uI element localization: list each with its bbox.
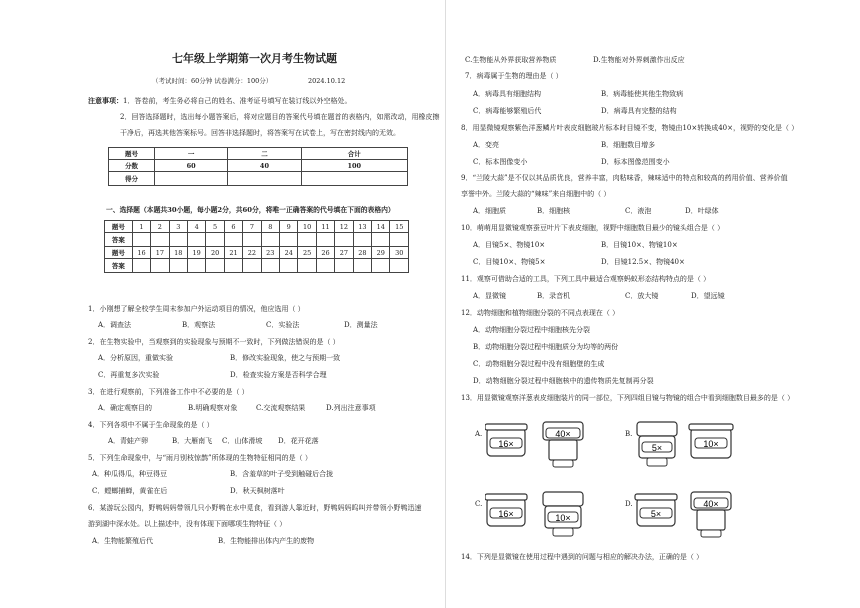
question-2: 2．在生物实验中，当观察到的实验现象与预期不一致时，下列做法错误的是（ ）	[88, 338, 340, 346]
answer-number-cell: 1	[132, 221, 150, 233]
answer-number-cell: 29	[372, 247, 390, 259]
answer-number-cell: 28	[353, 247, 371, 259]
eyepiece-icon	[485, 424, 527, 456]
lens-mag-label: 40×	[703, 499, 719, 509]
lens-group-c	[485, 490, 595, 542]
option: A．生物能繁殖后代	[92, 537, 154, 545]
answer-blank-cell	[169, 259, 187, 273]
answer-blank-cell	[390, 259, 409, 273]
option: B．动物细胞分裂过程中细胞质分为均等的两份	[473, 343, 619, 351]
option: C.交流观察结果	[256, 404, 306, 412]
answer-number-cell: 5	[206, 221, 224, 233]
notes-line-1	[88, 96, 351, 106]
option: A．病毒具有细胞结构	[473, 90, 542, 98]
answer-blank-cell	[335, 259, 353, 273]
exam-title: 七年级上学期第一次月考生物试题	[172, 52, 337, 65]
lens-group-a	[485, 420, 595, 472]
objective-icon	[543, 422, 583, 467]
answer-blank-cell	[243, 259, 261, 273]
answer-blank-cell	[224, 259, 242, 273]
option: B．细胞核	[537, 207, 571, 215]
option: A．细胞质	[473, 207, 507, 215]
lens-mag-label: 5×	[651, 443, 663, 453]
answer-blank-cell	[261, 259, 279, 273]
option: D．目镜12.5×、物镜40×	[601, 258, 685, 266]
option: B．录音机	[537, 292, 571, 300]
score-header-cell: 合计	[301, 148, 407, 160]
option: A．变亮	[473, 141, 500, 149]
eyepiece-icon	[689, 424, 733, 458]
lens-mag-label: 16×	[498, 509, 514, 519]
answer-number-cell: 19	[187, 247, 205, 259]
answer-blank-cell	[206, 233, 224, 247]
answer-number-cell: 3	[169, 221, 187, 233]
answer-number-cell: 23	[261, 247, 279, 259]
option: B．目镜10×、物镜10×	[601, 241, 678, 249]
answer-table-label: 答案	[105, 259, 133, 273]
answer-number-cell: 4	[187, 221, 205, 233]
answer-number-cell: 15	[390, 221, 409, 233]
answer-number-cell: 26	[316, 247, 334, 259]
lens-mag-label: 5×	[650, 509, 662, 519]
option: D．标本图像范围变小	[601, 158, 670, 166]
answer-blank-cell	[298, 259, 316, 273]
option: B．生物能排出体内产生的废物	[218, 537, 315, 545]
option: A．目镜5×、物镜10×	[473, 241, 546, 249]
answer-blank-cell	[353, 233, 371, 247]
lens-mag-label: 10×	[555, 513, 571, 523]
answer-blank-cell	[316, 259, 334, 273]
answer-blank-cell	[353, 259, 371, 273]
question-6-cont: 游到湖中深水处。以上描述中，没有体现下面哪项生物特征（ ）	[88, 520, 287, 528]
answer-number-cell: 16	[132, 247, 150, 259]
score-cell: 60	[155, 160, 228, 172]
option: D．病毒具有完整的结构	[601, 107, 677, 115]
option: D．检查实验方案是否科学合理	[230, 371, 327, 379]
notes-text-1: 1．答卷前，考生务必将自己的姓名、准考证号填写在装订线以外空格处。	[123, 97, 352, 105]
answer-blank-cell	[151, 233, 169, 247]
answer-blank-cell	[372, 259, 390, 273]
eyepiece-icon	[635, 494, 677, 526]
answer-number-cell: 10	[298, 221, 316, 233]
answer-number-cell: 17	[151, 247, 169, 259]
answer-blank-cell	[206, 259, 224, 273]
option: C．动物细胞分裂过程中没有细胞壁的生成	[473, 360, 605, 368]
option: C．病毒能够繁殖后代	[473, 107, 542, 115]
question-14: 14．下列是显微镜在使用过程中遇到的问题与相应的解决办法，正确的是（ ）	[461, 553, 704, 561]
notes-line-2: 2．回答选择题时，选出每小题答案后，将对应题目的答案代号填在题首的表格内，如需改动，用橡皮擦	[120, 113, 440, 121]
notes-line-3: 干净后，再选其他答案标号。回答非选择题时，将答案写在试卷上，写在密封线内的无效。	[120, 129, 400, 137]
option: B．病毒能使其他生物致病	[601, 90, 684, 98]
answer-num-row	[105, 221, 409, 233]
lens-group-d	[633, 490, 743, 542]
answer-ans-row	[105, 233, 409, 247]
answer-blank-cell	[390, 233, 409, 247]
answer-blank-cell	[151, 259, 169, 273]
objective-icon	[691, 492, 731, 537]
answer-number-cell: 14	[372, 221, 390, 233]
answer-blank-cell	[261, 233, 279, 247]
option: D.生物能对外界刺激作出反应	[593, 56, 685, 64]
score-input-cell	[301, 172, 407, 186]
question-7: 7．病毒属于生物的理由是（ ）	[465, 72, 563, 80]
option: B．细胞数目增多	[601, 141, 656, 149]
answer-blank-cell	[224, 233, 242, 247]
answer-blank-cell	[298, 233, 316, 247]
answer-number-cell: 8	[261, 221, 279, 233]
score-cell: 40	[228, 160, 301, 172]
answer-number-cell: 7	[243, 221, 261, 233]
lens-group-b	[633, 420, 743, 472]
answer-table-label: 答案	[105, 233, 133, 247]
option: B．观察法	[182, 321, 216, 329]
score-input-cell	[155, 172, 228, 186]
answer-number-cell: 25	[298, 247, 316, 259]
option: A．分析原因，重做实验	[98, 354, 174, 362]
answer-number-cell: 6	[224, 221, 242, 233]
option: D．花开花落	[278, 437, 319, 445]
option: C.生物能从外界获取营养物质	[465, 56, 557, 64]
question-9-cont: 享誉中外。兰陵大蒜的“辣味”来自细胞中的（ ）	[461, 190, 611, 198]
lens-mag-label: 40×	[555, 429, 571, 439]
answer-table	[104, 220, 409, 273]
option: D.列出注意事项	[326, 404, 376, 412]
lens-group-label: B.	[625, 430, 633, 438]
question-12: 12．动物细胞和植物细胞分裂的不同点表现在（ ）	[461, 309, 620, 317]
answer-number-cell: 24	[280, 247, 298, 259]
answer-blank-cell	[372, 233, 390, 247]
option: D．动物细胞分裂过程中细胞核中的遗传物质先复制再分裂	[473, 377, 654, 385]
option: A．种瓜得瓜，种豆得豆	[92, 470, 168, 478]
answer-number-cell: 21	[224, 247, 242, 259]
answer-blank-cell	[335, 233, 353, 247]
score-header-cell: 二	[228, 148, 301, 160]
eyepiece-icon	[485, 494, 527, 526]
answer-blank-cell	[243, 233, 261, 247]
answer-num-row	[105, 247, 409, 259]
question-3: 3．在进行观察前，下列准备工作中不必要的是（ ）	[88, 388, 249, 396]
section1-title: 一、选择题（本题共30小题，每小题2分，共60分，将唯一正确答案的代号填在下面的表格内）	[106, 206, 395, 214]
answer-blank-cell	[132, 259, 150, 273]
option: D．秋天枫树落叶	[230, 487, 285, 495]
lens-group-label: D.	[625, 500, 633, 508]
answer-number-cell: 13	[353, 221, 371, 233]
question-9: 9．“兰陵大蒜”是不仅以其品质优良，营养丰富，肉粘味香，辣味适中的特点和较高的药用价值、营养价值	[461, 174, 788, 182]
option: C．目镜10×、物镜5×	[473, 258, 546, 266]
objective-icon	[543, 492, 583, 536]
lens-group-label: C.	[475, 500, 483, 508]
score-header-cell: 一	[155, 148, 228, 160]
answer-table-label: 题号	[105, 247, 133, 259]
option: C．再重复多次实验	[98, 371, 160, 379]
answer-blank-cell	[187, 259, 205, 273]
answer-blank-cell	[280, 259, 298, 273]
answer-blank-cell	[280, 233, 298, 247]
answer-number-cell: 20	[206, 247, 224, 259]
option: A．确定观察目的	[98, 404, 153, 412]
answer-number-cell: 12	[335, 221, 353, 233]
exam-meta: （考试时间：60分钟 试卷满分：100分）	[152, 77, 273, 85]
option: B．修改实验现象，使之与预期一致	[230, 354, 341, 362]
lens-mag-label: 16×	[498, 439, 514, 449]
option: C．放大镜	[625, 292, 659, 300]
option: C．标本图像变小	[473, 158, 528, 166]
answer-number-cell: 9	[280, 221, 298, 233]
question-13: 13．用显微镜观察洋葱表皮细胞装片的同一部位，下列四组目镜与物镜的组合中看到细胞数目最多的是（ ）	[461, 394, 795, 402]
lens-mag-label: 10×	[703, 439, 719, 449]
question-6: 6．某游玩公园内，野鸭妈妈带领几只小野鸭在水中觅食，看到游人靠近时，野鸭妈妈呜叫并带领小野鸭迅速	[88, 504, 422, 512]
option: B.明确观察对象	[188, 404, 238, 412]
answer-table-label: 题号	[105, 221, 133, 233]
answer-blank-cell	[316, 233, 334, 247]
score-cell: 100	[301, 160, 407, 172]
question-5: 5．下列生命现象中，与“雨月别枝惊鹊”所体现的生物特征相同的是（ ）	[88, 454, 312, 462]
answer-ans-row	[105, 259, 409, 273]
option: C．山体滑坡	[222, 437, 263, 445]
question-4: 4．下列各项中不属于生命现象的是（ ）	[88, 421, 214, 429]
option: C．实验法	[266, 321, 300, 329]
exam-date: 2024.10.12	[308, 77, 346, 85]
option: D．叶绿体	[685, 207, 719, 215]
score-input-cell	[228, 172, 301, 186]
answer-number-cell: 11	[316, 221, 334, 233]
score-cell: 得分	[109, 172, 155, 186]
score-table	[108, 147, 408, 186]
option: D．望远镜	[691, 292, 725, 300]
answer-number-cell: 22	[243, 247, 261, 259]
option: D．测量法	[344, 321, 378, 329]
option: A．动物细胞分裂过程中细胞核先分裂	[473, 326, 591, 334]
answer-blank-cell	[132, 233, 150, 247]
notes-label: 注意事项：	[88, 96, 123, 105]
option: C．液泡	[625, 207, 652, 215]
answer-blank-cell	[169, 233, 187, 247]
answer-number-cell: 27	[335, 247, 353, 259]
answer-number-cell: 2	[151, 221, 169, 233]
question-11: 11．观察可借助合适的工具，下列工具中最适合观察蚂蚁形态结构特点的是（ ）	[461, 275, 711, 283]
option: A．青蛙产卵	[108, 437, 149, 445]
option: C．螳螂捕蝉，黄雀在后	[92, 487, 168, 495]
answer-number-cell: 30	[390, 247, 409, 259]
option: A．显微镜	[473, 292, 507, 300]
score-cell: 分数	[109, 160, 155, 172]
lens-group-label: A.	[475, 430, 483, 438]
question-1: 1．小刚想了解全校学生周末参加户外运动项目的情况，他应选用（ ）	[88, 305, 305, 313]
option: B．大雁南飞	[172, 437, 213, 445]
objective-icon	[637, 422, 677, 466]
option: B．含羞草的叶子受到触碰后合拢	[230, 470, 334, 478]
option: A．调查法	[98, 321, 132, 329]
score-header-cell: 题号	[109, 148, 155, 160]
answer-blank-cell	[187, 233, 205, 247]
question-10: 10．萌萌用显微镜观察蚕豆叶片下表皮细胞，视野中细胞数目最少的镜头组合是（ ）	[461, 224, 725, 232]
question-8: 8．用显微镜观察紫色洋葱鳞片叶表皮细胞玻片标本时目镜不变，物镜由10×转换成40×，视野的变化是（ ）	[461, 124, 799, 132]
answer-number-cell: 18	[169, 247, 187, 259]
column-divider	[445, 0, 446, 608]
